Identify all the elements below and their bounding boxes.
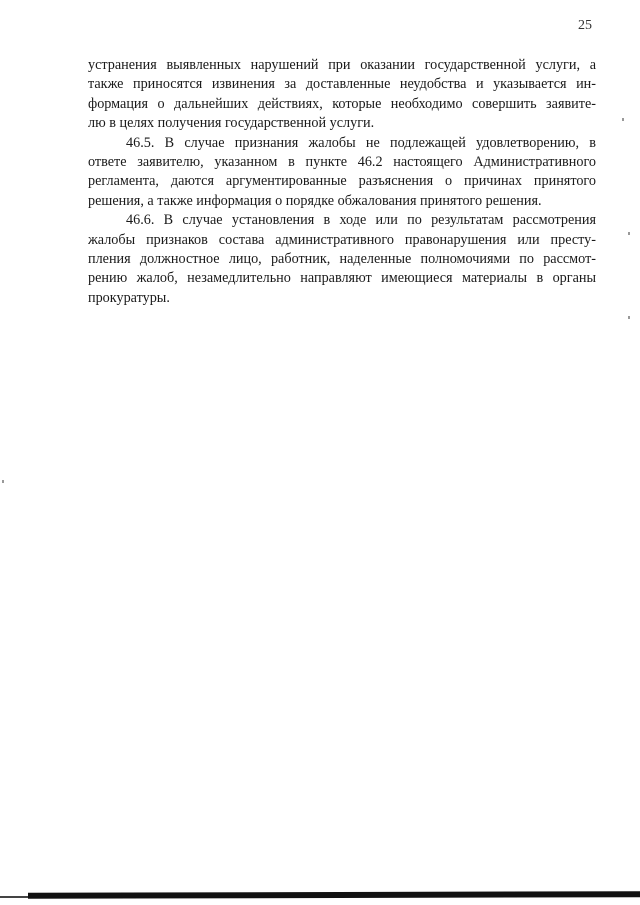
scan-speck <box>2 480 4 483</box>
text-line: лю в целях получения государственной услуги. <box>88 115 375 132</box>
text-line: формация о дальнейших действиях, которые необходимо совершить заявите- <box>88 95 596 112</box>
text-line: жалобы признаков состава административного правонарушения или престу- <box>88 231 596 248</box>
text-line: решения, а также информация о порядке обжалования принятого решения. <box>88 192 542 209</box>
paragraph-46-5 <box>88 134 596 212</box>
text-line: регламента, даются аргументированные разъяснения о причинах принятого <box>88 173 596 190</box>
text-line: прокуратуры. <box>88 289 170 306</box>
paragraph-continuation <box>88 56 596 134</box>
text-line: 46.6. В случае установления в ходе или по результатам рассмотрения <box>126 212 596 229</box>
scan-speck <box>622 118 624 121</box>
page-number: 25 <box>578 18 592 33</box>
paragraph-46-6 <box>88 211 596 308</box>
scan-edge-bar <box>28 891 640 899</box>
scan-speck <box>628 316 630 319</box>
text-line: устранения выявленных нарушений при оказании государственной услуги, а <box>88 57 596 73</box>
text-line: также приносятся извинения за доставленные неудобства и указывается ин- <box>88 76 596 93</box>
text-line: рению жалоб, незамедлительно направляют имеющиеся материалы в органы <box>88 270 596 287</box>
text-line: пления должностное лицо, работник, наделенные полномочиями по рассмот- <box>88 250 596 267</box>
scan-speck <box>628 232 630 235</box>
document-body <box>88 56 596 308</box>
text-line: ответе заявителю, указанном в пункте 46.2 настоящего Административного <box>88 153 596 170</box>
text-line: 46.5. В случае признания жалобы не подлежащей удовлетворению, в <box>126 134 596 151</box>
